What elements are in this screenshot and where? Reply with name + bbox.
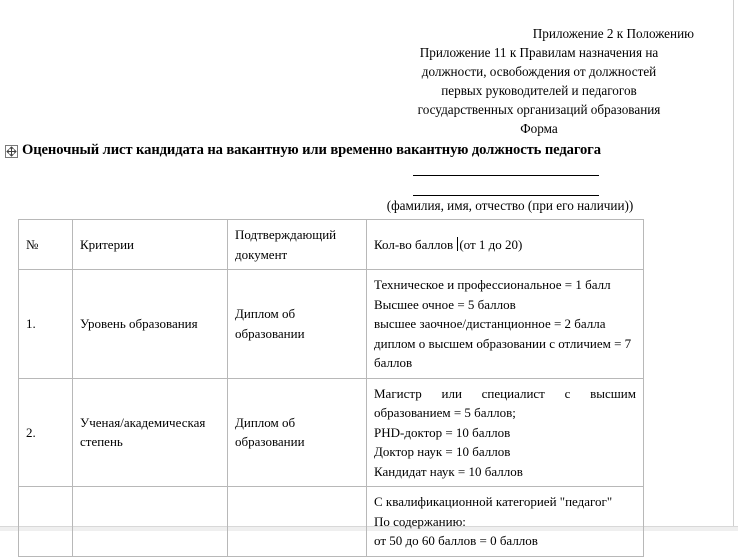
- row-3-document[interactable]: [228, 487, 367, 557]
- row-2-number[interactable]: 2.: [19, 378, 73, 487]
- header-cell-points[interactable]: [367, 220, 644, 270]
- row-2-points-line-1: Магистр или специалист с высшим образованием = 5 баллов;: [374, 385, 636, 420]
- signature-caption: (фамилия, имя, отчество (при его наличии)): [386, 198, 634, 213]
- row-2-points-line-4: Кандидат наук = 10 баллов: [374, 463, 523, 479]
- move-cross-icon[interactable]: [5, 145, 18, 158]
- signature-blank-line-1: [413, 175, 599, 176]
- row-1-points[interactable]: [367, 270, 644, 379]
- header-cell-document[interactable]: Подтверждающий документ: [228, 220, 367, 270]
- signature-blank-line-2: [413, 195, 599, 196]
- row-1-points-line-2: Высшее очное = 5 баллов: [374, 296, 516, 312]
- row-2-points[interactable]: [367, 378, 644, 487]
- header-line-3: должности, освобождения от должностей: [421, 64, 657, 79]
- page-title: Оценочный лист кандидата на вакантную или временно вакантную должность педагога: [22, 142, 601, 158]
- document-header-block: [380, 24, 698, 138]
- header-cell-criteria[interactable]: Критерии: [73, 220, 228, 270]
- header-line-1: Приложение 2 к Положению: [532, 26, 694, 41]
- header-cell-number[interactable]: №: [19, 220, 73, 270]
- row-1-number[interactable]: 1.: [19, 270, 73, 379]
- page-right-margin-rule: [733, 0, 734, 530]
- row-2-document[interactable]: Диплом об образовании: [228, 378, 367, 487]
- row-1-points-line-4: диплом о высшем образовании с отличием = 7 баллов: [374, 335, 632, 370]
- table-row: [19, 378, 644, 487]
- row-2-points-line-3: Доктор наук = 10 баллов: [374, 444, 511, 459]
- header-line-5: государственных организаций образования: [417, 102, 661, 117]
- row-3-points-line-2: По содержанию:: [374, 513, 466, 529]
- header-line-4: первых руководителей и педагогов: [441, 83, 637, 98]
- row-1-points-line-3: высшее заочное/дистанционное = 2 балла: [374, 316, 606, 331]
- header-line-2: Приложение 11 к Правилам назначения на: [419, 45, 659, 60]
- table-row: [19, 487, 644, 557]
- row-3-criteria[interactable]: [73, 487, 228, 557]
- row-3-points-line-1: С квалификационной категорией "педагог": [374, 494, 613, 509]
- row-2-criteria[interactable]: Ученая/академическая степень: [73, 378, 228, 487]
- header-points-text-b: (от 1 до 20): [459, 236, 523, 252]
- title-row: [0, 142, 738, 164]
- table-row: [19, 270, 644, 379]
- row-1-criteria[interactable]: Уровень образования: [73, 270, 228, 379]
- row-1-points-line-1: Техническое и профессиональное = 1 балл: [374, 277, 611, 292]
- row-3-number[interactable]: [19, 487, 73, 557]
- row-3-points[interactable]: [367, 487, 644, 557]
- header-line-6: Форма: [520, 121, 558, 136]
- row-2-points-line-2: PHD-доктор = 10 баллов: [374, 424, 511, 440]
- row-3-points-line-3: от 50 до 60 баллов = 0 баллов: [374, 533, 538, 548]
- row-1-document[interactable]: Диплом об образовании: [228, 270, 367, 379]
- evaluation-table[interactable]: [18, 219, 644, 557]
- header-points-text-a: Кол-во баллов: [374, 236, 457, 252]
- table-header-row: [19, 220, 644, 270]
